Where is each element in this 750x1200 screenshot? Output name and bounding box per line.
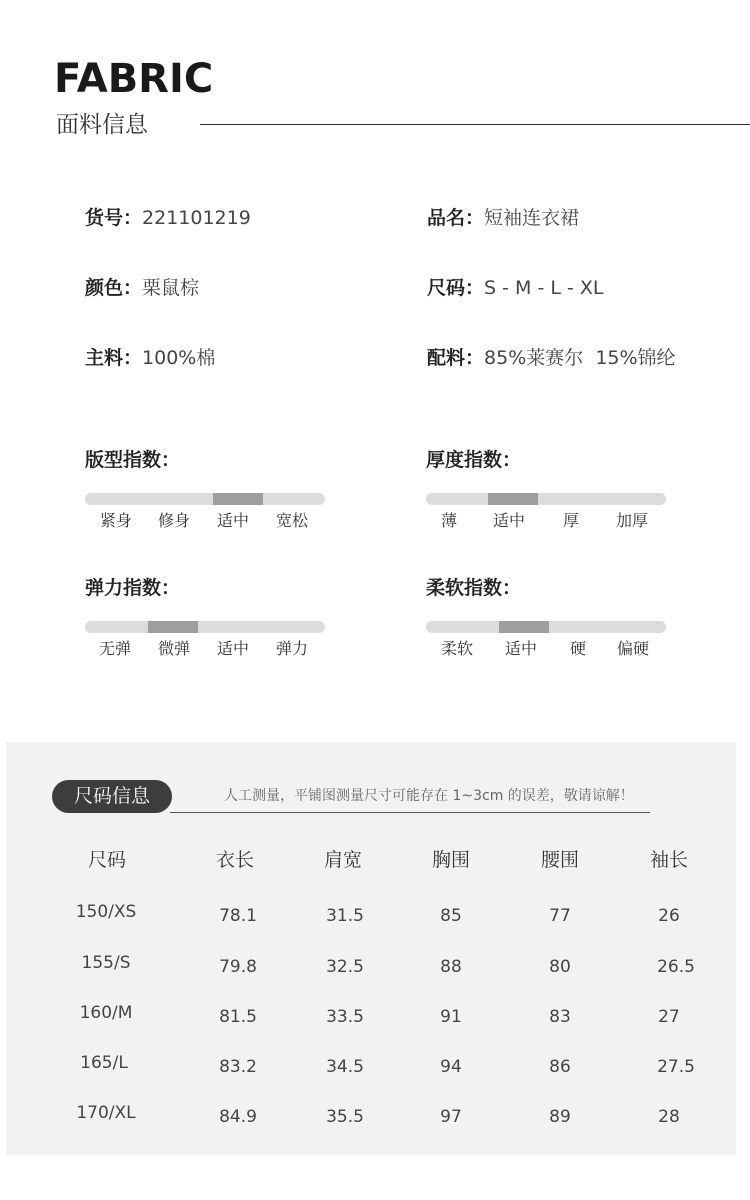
thickness-index-indicator: [488, 493, 538, 505]
thickness-label-thin: 薄: [441, 511, 458, 530]
color-field: [85, 275, 199, 301]
fabric-title: FABRIC: [54, 56, 214, 102]
thickness-index-track: [426, 493, 666, 505]
table-cell: 32.5: [326, 957, 364, 977]
elasticity-index-indicator: [148, 621, 198, 633]
accessory-material-field: [427, 345, 676, 371]
elasticity-label-slight: 微弹: [158, 639, 191, 658]
table-cell: 77: [549, 906, 571, 926]
softness-index-title: 柔软指数：: [426, 577, 522, 599]
table-cell: 86: [549, 1057, 571, 1077]
accessory-material-value: 85%莱赛尔 15%锦纶: [484, 347, 676, 369]
color-value: 栗鼠棕: [142, 277, 200, 299]
fit-index-indicator: [213, 493, 263, 505]
elasticity-index-track: [85, 621, 325, 633]
table-cell: 84.9: [219, 1107, 257, 1127]
fabric-subtitle: 面料信息: [56, 112, 148, 138]
softness-label-medium: 适中: [505, 639, 538, 658]
table-cell: 26.5: [657, 957, 695, 977]
accessory-material-label: 配料：: [427, 347, 485, 369]
product-name-value: 短袖连衣裙: [484, 207, 580, 229]
product-name-label: 品名：: [427, 207, 485, 229]
table-cell: 27.5: [657, 1057, 695, 1077]
size-info-pill: 尺码信息: [52, 780, 172, 813]
table-cell: 85: [440, 906, 462, 926]
table-header-shoulder: 肩宽: [323, 849, 362, 871]
main-material-field: [85, 345, 215, 371]
softness-label-hard: 硬: [570, 639, 587, 658]
table-cell: 78.1: [219, 906, 257, 926]
table-cell-size: 160/M: [79, 1003, 133, 1023]
softness-index-track: [426, 621, 666, 633]
item-number: [85, 205, 251, 231]
table-header-length: 衣长: [215, 849, 254, 871]
table-cell: 35.5: [326, 1107, 364, 1127]
main-material-label: 主料：: [85, 347, 143, 369]
table-cell-size: 170/XL: [76, 1103, 136, 1123]
softness-index-indicator: [499, 621, 549, 633]
item-number-label: 货号：: [85, 207, 143, 229]
header-divider: [200, 124, 750, 125]
elasticity-label-stretch: 弹力: [276, 639, 309, 658]
elasticity-label-none: 无弹: [99, 639, 132, 658]
table-cell: 89: [549, 1107, 571, 1127]
table-cell: 79.8: [219, 957, 257, 977]
table-cell: 91: [440, 1007, 462, 1027]
table-cell: 33.5: [326, 1007, 364, 1027]
thickness-label-medium: 适中: [493, 511, 526, 530]
table-cell: 81.5: [219, 1007, 257, 1027]
color-label: 颜色：: [85, 277, 143, 299]
table-cell: 31.5: [326, 906, 364, 926]
size-value: S - M - L - XL: [484, 277, 604, 299]
table-cell: 34.5: [326, 1057, 364, 1077]
size-label: 尺码：: [427, 277, 485, 299]
thickness-label-thick: 厚: [563, 511, 580, 530]
fit-label-tight: 紧身: [100, 511, 133, 530]
elasticity-index-title: 弹力指数：: [85, 577, 181, 599]
table-cell: 28: [658, 1107, 680, 1127]
table-header-sleeve: 袖长: [649, 849, 688, 871]
fit-label-regular: 适中: [217, 511, 250, 530]
main-material-value: 100%棉: [142, 347, 216, 369]
fit-label-slim: 修身: [158, 511, 191, 530]
product-name: [427, 205, 579, 231]
item-number-value: 221101219: [142, 207, 251, 229]
fit-label-loose: 宽松: [276, 511, 309, 530]
size-note-underline: [170, 812, 650, 813]
elasticity-label-medium: 适中: [217, 639, 250, 658]
fit-index-track: [85, 493, 325, 505]
table-header-waist: 腰围: [540, 849, 579, 871]
table-cell: 97: [440, 1107, 462, 1127]
fit-index-title: 版型指数：: [85, 449, 181, 471]
table-cell: 27: [658, 1007, 680, 1027]
table-cell-size: 150/XS: [75, 902, 137, 922]
table-header-size: 尺码: [87, 849, 126, 871]
table-cell: 88: [440, 957, 462, 977]
thickness-index-title: 厚度指数：: [426, 449, 522, 471]
softness-label-stiff: 偏硬: [617, 639, 650, 658]
table-cell: 83.2: [219, 1057, 257, 1077]
table-cell: 94: [440, 1057, 462, 1077]
table-cell: 80: [549, 957, 571, 977]
table-cell: 83: [549, 1007, 571, 1027]
size-field: [427, 275, 603, 301]
table-cell-size: 155/S: [81, 953, 131, 973]
table-header-chest: 胸围: [431, 849, 470, 871]
table-cell: 26: [658, 906, 680, 926]
softness-label-soft: 柔软: [441, 639, 474, 658]
table-cell-size: 165/L: [80, 1053, 128, 1073]
size-note: 人工测量，平铺图测量尺寸可能存在 1~3cm 的误差，敬请谅解！: [224, 788, 634, 804]
thickness-label-extra-thick: 加厚: [616, 511, 649, 530]
